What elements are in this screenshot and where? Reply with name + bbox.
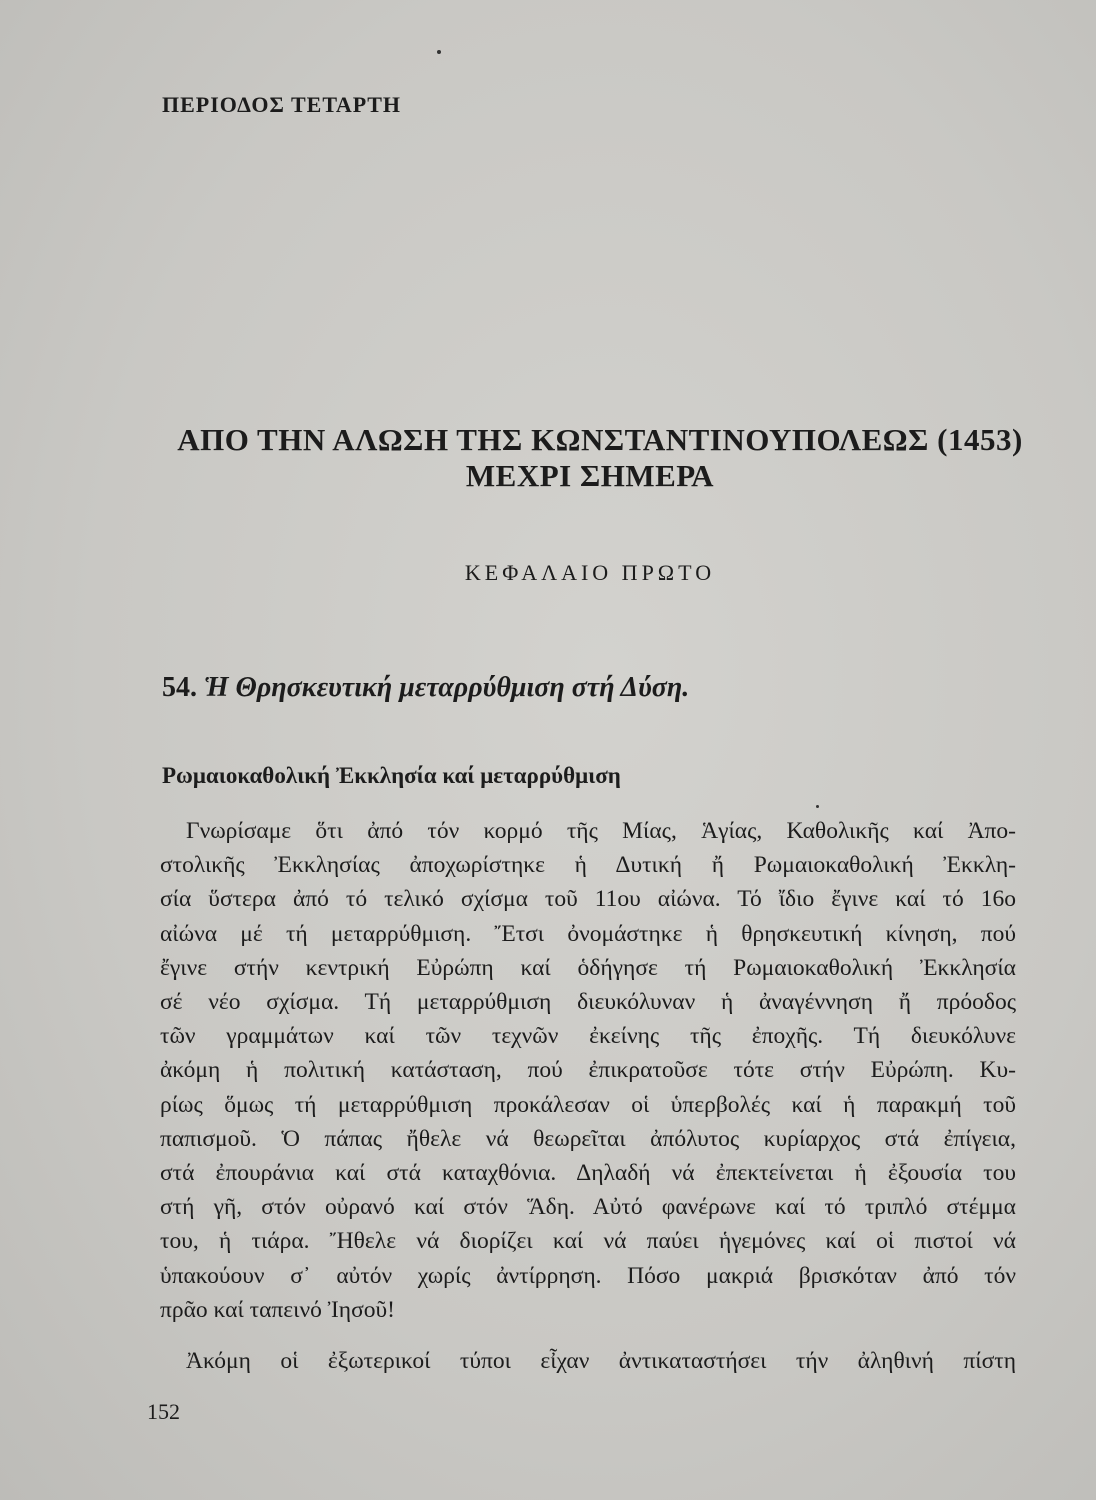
part-title-line-1: ΑΠΟ ΤΗΝ ΑΛΩΣΗ ΤΗΣ ΚΩΝΣΤΑΝΤΙΝΟΥΠΟΛΕΩΣ (1453) [177,422,1023,457]
text-line: ρίως ὅμως τή μεταρρύθμιση προκάλεσαν οἱ ὑπερβολές καί ἡ παρακμή τοῦ [160,1091,1016,1118]
text-line: τῶν γραμμάτων καί τῶν τεχνῶν ἐκείνης τῆς ἐποχῆς. Τή διευκόλυνε [160,1023,1016,1050]
section-heading [162,672,689,704]
text-line: παπισμοῦ. Ὁ πάπας ἤθελε νά θεωρεῖται ἀπόλυτος κυρίαρχος στά ἐπίγεια, [160,1125,1016,1152]
text-line: του, ἡ τιάρα. Ἤθελε νά διορίζει καί νά παύει ἡγεμόνες καί οἱ πιστοί νά [160,1228,1016,1255]
text-line: σία ὕστερα ἀπό τό τελικό σχίσμα τοῦ 11ου αἰώνα. Τό ἴδιο ἔγινε καί τό 16ο [160,886,1016,913]
text-line: σέ νέο σχίσμα. Τή μεταρρύθμιση διευκόλυναν ἡ ἀναγέννηση ἤ πρόοδος [160,989,1016,1016]
text-line: πρᾶο καί ταπεινό Ἰησοῦ! [160,1296,395,1323]
print-speck [437,50,441,54]
text-line: αἰώνα μέ τή μεταρρύθμιση. Ἔτσι ὀνομάστηκε ἡ θρησκευτική κίνηση, πού [160,920,1016,947]
page-number: 152 [147,1399,180,1424]
text-line: ἔγινε στήν κεντρική Εὐρώπη καί ὁδήγησε τή Ρωμαιοκαθολική Ἐκκλησία [160,954,1016,981]
running-head: ΠΕΡΙΟΔΟΣ ΤΕΤΑΡΤΗ [162,92,402,117]
text-line: στολικῆς Ἐκκλησίας ἀποχωρίστηκε ἡ Δυτική ἤ Ρωμαιοκαθολική Ἐκκλη- [160,852,1016,879]
text-line: στά ἐπουράνια καί στά καταχθόνια. Δηλαδή νά ἐπεκτείνεται ἡ ἐξουσία του [160,1160,1016,1187]
section-number: 54. [162,672,197,703]
text-line: ἀκόμη ἡ πολιτική κατάσταση, πού ἐπικρατοῦσε τότε στήν Εὐρώπη. Κυ- [160,1057,1016,1084]
print-speck [816,805,819,808]
text-line: στή γῆ, στόν οὐρανό καί στόν Ἅδη. Αὐτό φανέρωνε καί τό τριπλό στέμμα [160,1194,1016,1221]
paragraph-2 [160,1344,1016,1378]
section-title: Ἡ Θρησκευτική μεταρρύθμιση στή Δύση. [204,672,690,703]
subsection-heading: Ρωμαιοκαθολική Ἐκκλησία καί μεταρρύθμιση [162,763,621,788]
chapter-label: ΚΕΦΑΛΑΙΟ ΠΡΩΤΟ [464,560,716,585]
text-line: ὑπακούουν σ᾽ αὐτόν χωρίς ἀντίρρηση. Πόσο μακριά βρισκόταν ἀπό τόν [160,1262,1016,1289]
text-line: Ἀκόμη οἱ ἐξωτερικοί τύποι εἶχαν ἀντικαταστήσει τήν ἀληθινή πίστη [186,1348,1016,1374]
part-title-line-2: ΜΕΧΡΙ ΣΗΜΕΡΑ [465,458,715,493]
text-line: Γνωρίσαμε ὅτι ἀπό τόν κορμό τῆς Μίας, Ἁγίας, Καθολικῆς καί Ἀπο- [186,818,1016,844]
paragraph-1 [160,814,1016,1327]
